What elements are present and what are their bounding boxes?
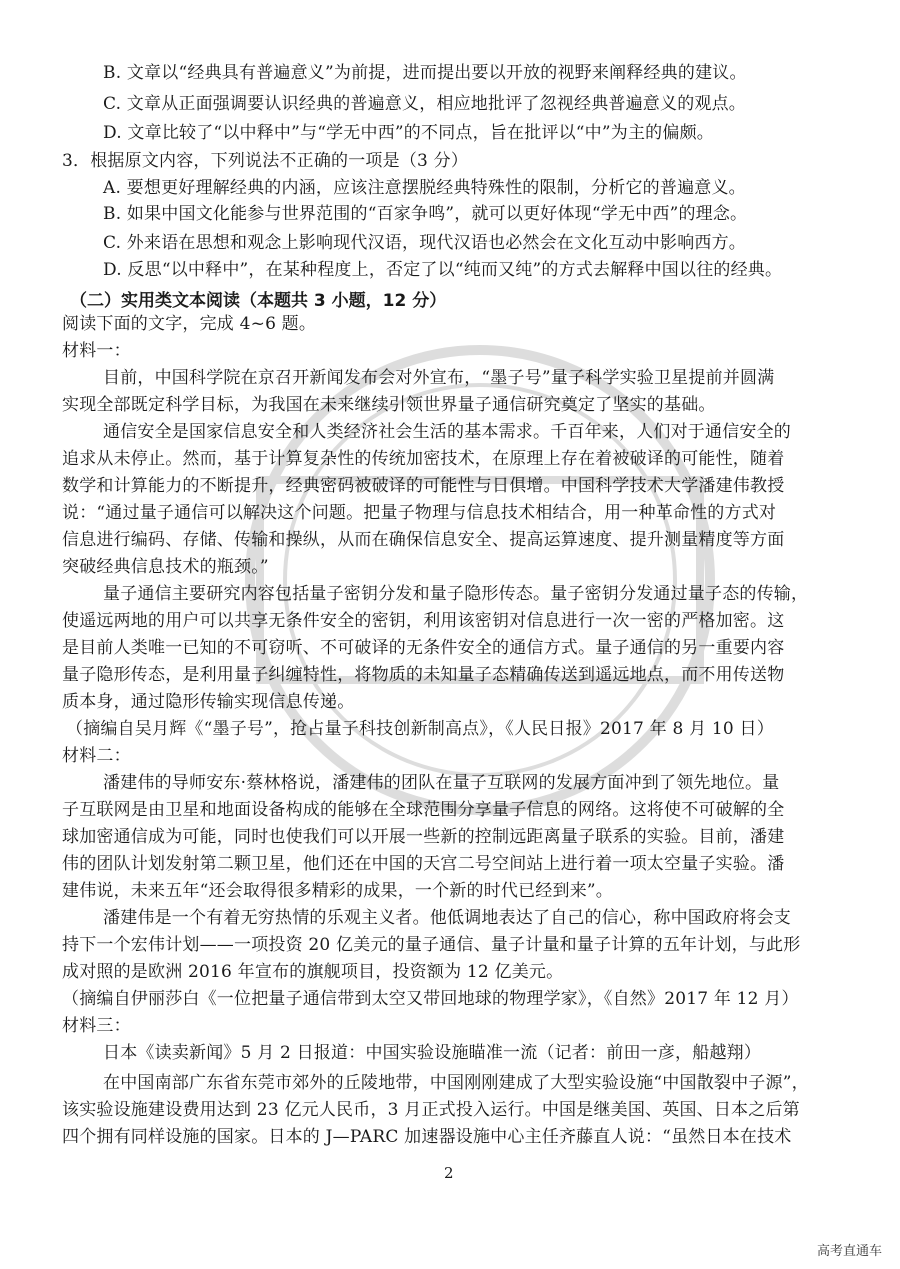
- material-2-source: （摘编自伊丽莎白《一位把量子通信带到太空又带回地球的物理学家》，《自然》2017 年 12 月）: [62, 989, 799, 1009]
- material-1-line: 目前，中国科学院在京召开新闻发布会对外宣布，“墨子号”量子科学实验卫星提前并圆满: [103, 368, 775, 388]
- material-2-line: 子互联网是由卫星和地面设备构成的能够在全球范围分享量子信息的网络。这将使不可破解的全: [62, 800, 785, 820]
- material-3-line: 在中国南部广东省东莞市郊外的丘陵地带，中国刚刚建成了大型实验设施“中国散裂中子源”，: [103, 1073, 809, 1093]
- material-1-line: 说：“通过量子通信可以解决这个问题。把量子物理与信息技术相结合，用一种革命性的方式对: [62, 503, 777, 523]
- material-1-line: 量子隐形传态，是利用量子纠缠特性，将物质的未知量子态精确传送到遥远地点，而不用传送物: [62, 665, 785, 685]
- material-1-line: 是目前人类唯一已知的不可窃听、不可破译的无条件安全的通信方式。量子通信的另一重要内容: [62, 638, 785, 658]
- material-2-line: 球加密通信成为可能，同时也使我们可以开展一些新的控制远距离量子联系的实验。目前，潘建: [62, 827, 785, 847]
- page-number: 2: [444, 1164, 454, 1182]
- material-2-line: 潘建伟的导师安东·蔡林格说，潘建伟的团队在量子互联网的发展方面冲到了领先地位。量: [103, 773, 780, 793]
- material-1-line: 突破经典信息技术的瓶颈。”: [62, 557, 269, 577]
- material-1-line: 通信安全是国家信息安全和人类经济社会生活的基本需求。千百年来，人们对于通信安全的: [103, 422, 791, 442]
- material-1-line: 使遥远两地的用户可以共享无条件安全的密钥，利用该密钥对信息进行一次一密的严格加密。这: [62, 611, 785, 631]
- material-1-line: 量子通信主要研究内容包括量子密钥分发和量子隐形传态。量子密钥分发通过量子态的传输，: [103, 584, 809, 604]
- q3-option-c: C. 外来语在思想和观念上影响现代汉语，现代汉语也必然会在文化互动中影响西方。: [103, 233, 747, 253]
- material-3-line: 日本《读卖新闻》5 月 2 日报道：中国实验设施瞄准一流（记者：前田一彦，船越翔）: [103, 1043, 762, 1063]
- option-c: C. 文章从正面强调要认识经典的普遍意义，相应地批评了忽视经典普遍意义的观点。: [103, 94, 747, 114]
- material-3-label: 材料三：: [62, 1016, 131, 1036]
- option-b: B. 文章以“经典具有普遍意义”为前提，进而提出要以开放的视野来阐释经典的建议。: [103, 63, 747, 83]
- material-1-line: 追求从未停止。然而，基于计算复杂性的传统加密技术，在原理上存在着被破译的可能性，随着: [62, 449, 785, 469]
- material-1-line: 信息进行编码、存储、传输和操纵，从而在确保信息安全、提高运算速度、提升测量精度等方面: [62, 530, 785, 550]
- material-1-line: 数学和计算能力的不断提升，经典密码被破译的可能性与日俱增。中国科学技术大学潘建伟教授: [62, 476, 785, 496]
- material-1-label: 材料一：: [62, 341, 131, 361]
- q3-option-b: B. 如果中国文化能参与世界范围的“百家争鸣”，就可以更好体现“学无中西”的理念。: [103, 204, 748, 224]
- section-heading: （二）实用类文本阅读（本题共 3 小题，12 分）: [70, 291, 447, 311]
- q3-option-a: A. 要想更好理解经典的内涵，应该注意摆脱经典特殊性的限制，分析它的普遍意义。: [103, 178, 746, 198]
- material-3-line: 该实验设施建设费用达到 23 亿元人民币，3 月正式投入运行。中国是继美国、英国、日本之后第: [62, 1100, 800, 1120]
- material-2-line: 伟的团队计划发射第二颗卫星，他们还在中国的天宫二号空间站上进行着一项太空量子实验。潘: [62, 854, 785, 874]
- material-2-line: 持下一个宏伟计划——一项投资 20 亿美元的量子通信、量子计量和量子计算的五年计划，与此形: [62, 935, 801, 955]
- material-2-line: 成对照的是欧洲 2016 年宣布的旗舰项目，投资额为 12 亿美元。: [62, 962, 564, 982]
- material-1-source: （摘编自吴月辉《“墨子号”，抢占量子科技创新制高点》，《人民日报》2017 年 8 月 10 日）: [66, 719, 774, 739]
- q3-option-d: D. 反思“以中释中”，在某种程度上，否定了以“纯而又纯”的方式去解释中国以往的经典。: [103, 260, 783, 280]
- question-3-stem: 3．根据原文内容，下列说法不正确的一项是（3 分）: [62, 151, 469, 171]
- section-instruction: 阅读下面的文字，完成 4~6 题。: [62, 314, 317, 334]
- material-3-line: 四个拥有同样设施的国家。日本的 J—PARC 加速器设施中心主任齐藤直人说：“虽然日本在技术: [62, 1127, 792, 1147]
- material-1-line: 质本身，通过隐形传输实现信息传递。: [62, 692, 355, 712]
- option-d: D. 文章比较了“以中释中”与“学无中西”的不同点，旨在批评以“中”为主的偏颇。: [103, 123, 714, 143]
- material-2-label: 材料二：: [62, 746, 131, 766]
- material-2-line: 潘建伟是一个有着无穷热情的乐观主义者。他低调地表达了自己的信心，称中国政府将会支: [103, 908, 791, 928]
- footer-brand-logo: 高考直通车: [816, 1244, 882, 1259]
- material-2-line: 建伟说，未来五年“还会取得很多精彩的成果，一个新的时代已经到来”。: [62, 881, 613, 901]
- material-1-line: 实现全部既定科学目标，为我国在未来继续引领世界量子通信研究奠定了坚实的基础。: [62, 395, 716, 415]
